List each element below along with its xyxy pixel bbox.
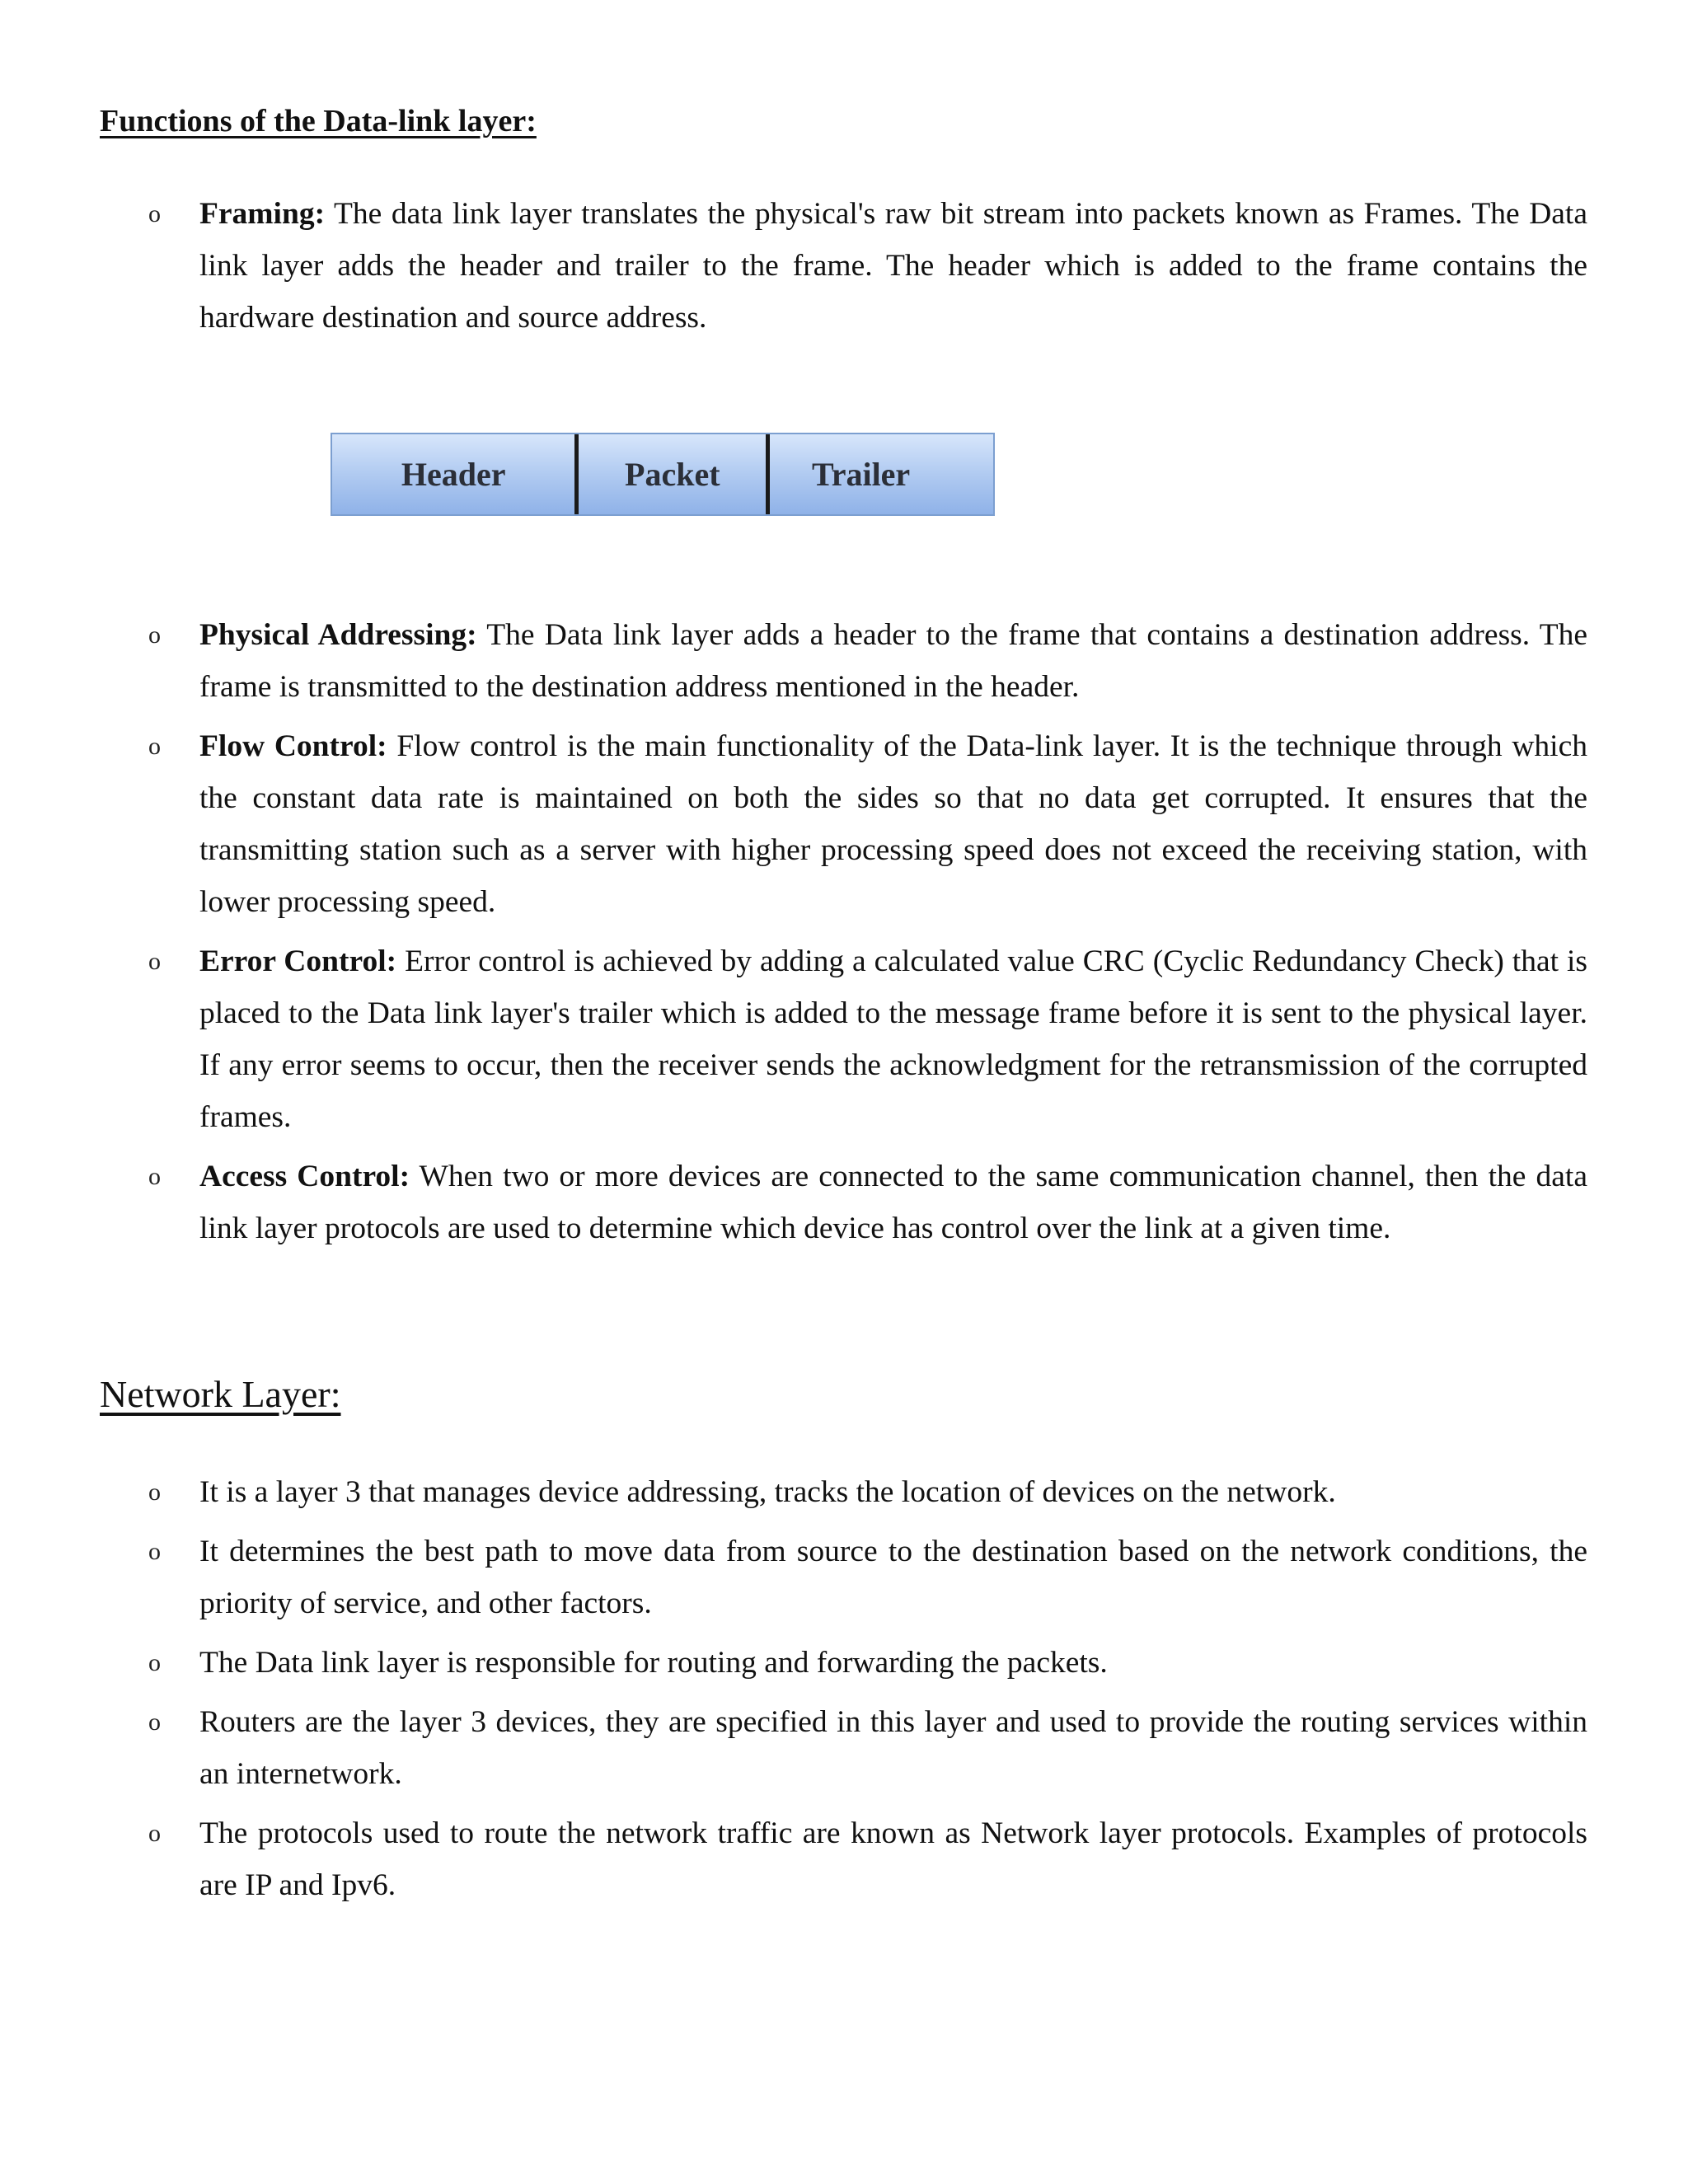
term-physical-addressing: Physical Addressing: — [199, 618, 477, 652]
bullet-icon: o — [148, 1538, 161, 1565]
bullet-icon: o — [148, 1163, 161, 1190]
bullet-icon: o — [148, 1649, 161, 1676]
list-item-text — [199, 1151, 1587, 1254]
term-access-control: Access Control: — [199, 1160, 410, 1193]
bullet-icon: o — [148, 621, 161, 649]
frame-header-cell: Header — [401, 456, 506, 493]
term-error-control: Error Control: — [199, 944, 397, 978]
bullet-icon: o — [148, 1479, 161, 1506]
bullet-icon: o — [148, 733, 161, 760]
list-item-text: It is a layer 3 that manages device addressing, tracks the location of devices on the network. — [199, 1475, 1336, 1509]
list-item-text: The Data link layer is responsible for routing and forwarding the packets. — [199, 1646, 1108, 1680]
desc-flow-control: Flow control is the main functionality of the Data-link layer. It is the technique through which the constant data rate is maintained on both the sides so that no data get corrupted. It ensures that the transmitting station such as a server with higher processing speed does not exceed the receiving station, with lower processing speed. — [199, 729, 1587, 919]
frame-trailer-cell: Trailer — [766, 434, 993, 514]
list-item-text — [199, 720, 1587, 928]
list-item-text: It determines the best path to move data from source to the destination based on the network conditions, the priority of service, and other factors. — [199, 1535, 1587, 1620]
list-item-text: The protocols used to route the network traffic are known as Network layer protocols. Examples of protocols are IP and Ipv6. — [199, 1816, 1587, 1902]
list-item-text: Routers are the layer 3 devices, they are specified in this layer and used to provide the routing services within an internetwork. — [199, 1705, 1587, 1791]
bullet-icon: o — [148, 948, 161, 975]
list-item-text — [199, 609, 1587, 713]
list-item-text — [199, 935, 1587, 1143]
bullet-icon: o — [148, 1820, 161, 1847]
datalink-section-title: Functions of the Data-link layer: — [100, 104, 537, 138]
term-flow-control: Flow Control: — [199, 729, 387, 763]
term-framing: Framing: — [199, 197, 326, 231]
desc-framing: The data link layer translates the physical's raw bit stream into packets known as Frames. The Data link layer adds the header and trailer to the frame. The header which is added to the frame contains the hardware destination and source address. — [199, 197, 1587, 335]
bullet-icon: o — [148, 200, 161, 227]
frame-structure-diagram — [331, 433, 995, 516]
list-item-text — [199, 188, 1587, 344]
frame-packet-cell: Packet — [574, 434, 766, 514]
bullet-icon: o — [148, 1708, 161, 1736]
desc-access-control: When two or more devices are connected to the same communication channel, then the data link layer protocols are used to determine which device has control over the link at a given time. — [199, 1160, 1587, 1245]
desc-error-control: Error control is achieved by adding a calculated value CRC (Cyclic Redundancy Check) that is placed to the Data link layer's trailer which is added to the message frame before it is sent to the physical layer. If any error seems to occur, then the receiver sends the acknowledgment for the retransmission of the corrupted frames. — [199, 944, 1587, 1134]
desc-physical-addressing: The Data link layer adds a header to the frame that contains a destination address. The frame is transmitted to the destination address mentioned in the header. — [199, 618, 1588, 704]
network-section-title: Network Layer: — [100, 1373, 341, 1415]
